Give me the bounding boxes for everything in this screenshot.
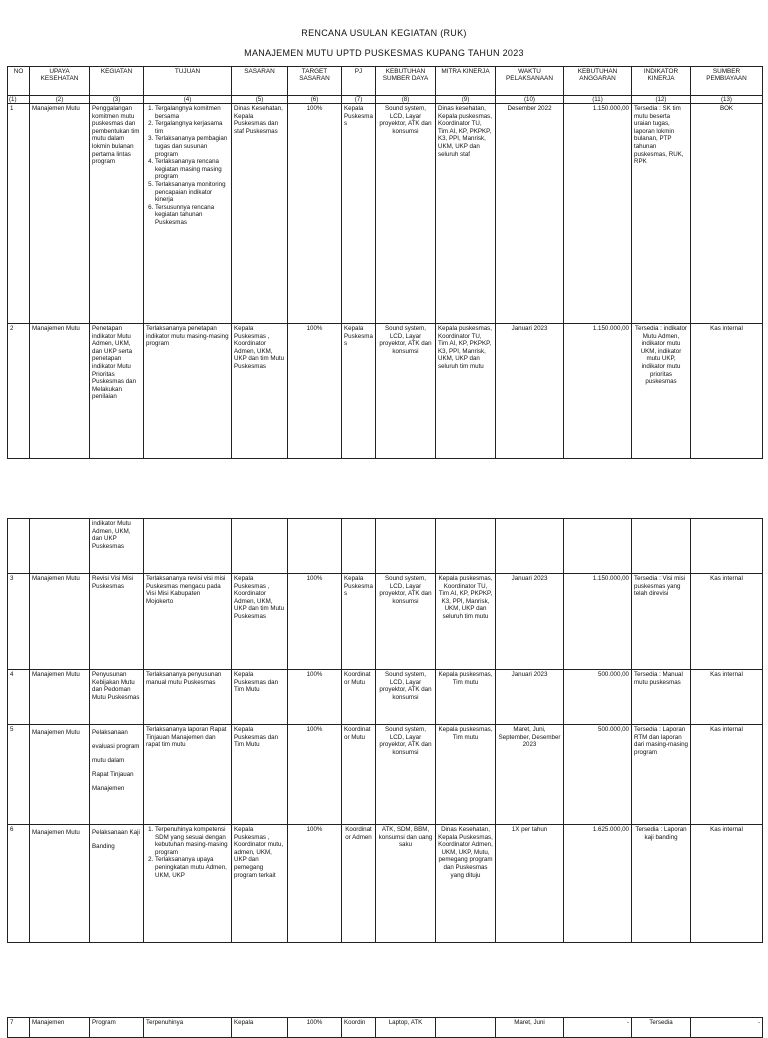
cell-upaya: Manajemen Mutu <box>30 574 90 670</box>
col-number: (11) <box>564 96 632 104</box>
col-number: (10) <box>496 96 564 104</box>
cell-sumber-daya: Sound system, LCD, Layar proyektor, ATK dan konsumsi <box>376 104 436 324</box>
cell-sumber-biaya: Kas internal <box>691 574 763 670</box>
cell-sasaran: Kepala <box>232 1018 288 1038</box>
ruk-table-page-1 <box>7 66 763 459</box>
cell-sumber-biaya: Kas internal <box>691 670 763 725</box>
doc-subtitle: MANAJEMEN MUTU UPTD PUSKESMAS KUPANG TAHUN 2023 <box>244 48 524 58</box>
tujuan-item: 1. Terpenuhinya kompetensi SDM yang sesuai dengan kebutuhan masing-masing program <box>155 826 229 856</box>
cell-target: 100% <box>288 574 342 670</box>
cell-indikator: Tersedia : Manual mutu puskesmas <box>632 670 691 725</box>
table-row <box>8 104 763 324</box>
cell-tujuan: Terlaksananya penetapan indikator mutu masing-masing program <box>144 324 232 459</box>
cell-tujuan: Terlaksananya revisi visi misi Puskesmas mengacu pada Visi Misi Kabupaten Mojokerto <box>144 574 232 670</box>
cell-no: 1 <box>8 104 30 324</box>
cell-waktu: Maret, Juni, September, Desember 2023 <box>496 725 564 825</box>
cell-upaya: Manajemen Mutu <box>30 670 90 725</box>
cell-pj: Koordinator Admen <box>342 825 376 943</box>
cell-waktu: Januari 2023 <box>496 670 564 725</box>
cell-mitra: Kepala puskesmas, Koordinator TU, Tim AI, KP, PKPKP, K3, PPI, Manrisk, UKM, UKP dan seluruh tim mutu <box>436 324 496 459</box>
ruk-table-page-2 <box>7 518 763 943</box>
cell-sasaran: Kepala Puskesmas dan Tim Mutu <box>232 725 288 825</box>
cell-waktu: Januari 2023 <box>496 574 564 670</box>
col-number: (7) <box>342 96 376 104</box>
tujuan-item: 4. Terlaksananya rencana kegiatan masing masing program <box>155 158 229 181</box>
col-number: (12) <box>632 96 691 104</box>
cell-tujuan: Terlaksananya penyusunan manual mutu Puskesmas <box>144 670 232 725</box>
cell-pj: Koordinator Mutu <box>342 725 376 825</box>
cell-target: 100% <box>288 104 342 324</box>
cell-waktu: Desember 2022 <box>496 104 564 324</box>
cell-kegiatan: Revisi Visi Misi Puskesmas <box>90 574 144 670</box>
cell-sumber-daya: Sound system, LCD, Layar proyektor, ATK dan konsumsi <box>376 725 436 825</box>
cell-tujuan <box>144 825 232 943</box>
cell-upaya: Manajemen Mutu <box>30 324 90 459</box>
col-number: (8) <box>376 96 436 104</box>
cell-sumber-daya: Sound system, LCD, Layar proyektor, ATK dan konsumsi <box>376 324 436 459</box>
cell-sasaran: Dinas Kesehatan, Kepala Puskesmas dan staf Puskesmas <box>232 104 288 324</box>
col-number: (13) <box>691 96 763 104</box>
cell-anggaran: 1.150.000,00 <box>564 104 632 324</box>
cell-upaya: Manajemen <box>30 1018 90 1038</box>
cell-sumber-biaya: Kas internal <box>691 725 763 825</box>
col-number: (1) <box>8 96 30 104</box>
cell-target: 100% <box>288 825 342 943</box>
cell-sumber-daya: Sound system, LCD, Layar proyektor, ATK dan konsumsi <box>376 574 436 670</box>
cell-target: 100% <box>288 670 342 725</box>
tujuan-item: 2. Tergalangnya kerjasama tim <box>155 120 229 135</box>
cell-waktu: 1X per tahun <box>496 825 564 943</box>
col-number: (6) <box>288 96 342 104</box>
doc-title: RENCANA USULAN KEGIATAN (RUK) <box>301 28 467 38</box>
cell-no: 6 <box>8 825 30 943</box>
cell-sumber-biaya: Kas internal <box>691 825 763 943</box>
cell-anggaran: 1.150.000,00 <box>564 574 632 670</box>
col-number: (4) <box>144 96 232 104</box>
table-row <box>8 725 763 825</box>
cell-sumber-daya: Laptop, ATK <box>376 1018 436 1038</box>
header-cell: SASARAN <box>232 67 288 96</box>
cell-upaya: Manajemen Mutu <box>30 725 90 825</box>
cell-tujuan: Terlaksananya laporan Rapat Tinjauan Manajemen dan rapat tim mutu <box>144 725 232 825</box>
header-cell: PJ <box>342 67 376 96</box>
cell-anggaran: 1.625.000,00 <box>564 825 632 943</box>
cell-upaya: Manajemen Mutu <box>30 104 90 324</box>
tujuan-item: 5. Terlaksananya monitoring pencapaian indikator kinerja <box>155 181 229 204</box>
cell-anggaran: 500.000,00 <box>564 670 632 725</box>
table-row <box>8 670 763 725</box>
col-number: (2) <box>30 96 90 104</box>
cell-waktu: Maret, Juni <box>496 1018 564 1038</box>
cell-sasaran: Kepala Puskesmas , Koordinator Admen, UKM, UKP dan tim Mutu Puskesmas <box>232 324 288 459</box>
cell-mitra: Kepala puskesmas, Koordinator TU, Tim AI, KP, PKPKP, K3, PPI, Manrisk, UKM, UKP dan seluruh tim mutu <box>436 574 496 670</box>
cell-anggaran: 500.000,00 <box>564 725 632 825</box>
cell-no: 5 <box>8 725 30 825</box>
cell-sumber-daya: Sound system, LCD, Layar proyektor, ATK dan konsumsi <box>376 670 436 725</box>
cell-tujuan <box>144 104 232 324</box>
header-cell: NO <box>8 67 30 96</box>
table-row <box>8 825 763 943</box>
header-cell: KEBUTUHAN ANGGARAN <box>564 67 632 96</box>
cell-indikator: Tersedia : indikator Mutu Admen, indikator mutu UKM, indikator mutu UKP, indikator mutu prioritas puskesmas <box>632 324 691 459</box>
cell-no: 7 <box>8 1018 30 1038</box>
cell-indikator: Tersedia : SK tim mutu beserta uraian tugas, laporan lokmin bulanan, PTP tahunan puskesmas, RUK, RPK <box>632 104 691 324</box>
cell-tujuan: Terpenuhinya <box>144 1018 232 1038</box>
column-number-row <box>8 96 763 104</box>
tujuan-item: 1. Tergalangnya komitmen bersama <box>155 105 229 120</box>
cell-sasaran: Kepala Puskesmas , Koordinator Admen, UKM, UKP dan tim Mutu Puskesmas <box>232 574 288 670</box>
cell-kegiatan: Pelaksanaan evaluasi program mutu dalam Rapat Tinjauan Manajemen <box>90 725 144 825</box>
tujuan-item: 3. Terlaksananya pembagian tugas dan susunan program <box>155 135 229 158</box>
cell-waktu: Januari 2023 <box>496 324 564 459</box>
header-cell: INDIKATOR KINERJA <box>632 67 691 96</box>
cell-mitra: Dinas kesehatan, Kepala puskesmas, Koordinator TU, Tim AI, KP, PKPKP, K3, PPI, Manrisk, UKM, UKP dan seluruh staf <box>436 104 496 324</box>
cell-pj: Koordinator Mutu <box>342 670 376 725</box>
header-cell: TARGET SASARAN <box>288 67 342 96</box>
cell-pj: Koordin <box>342 1018 376 1038</box>
cell-mitra: Kepala puskesmas, Tim mutu <box>436 725 496 825</box>
header-cell: KEBUTUHAN SUMBER DAYA <box>376 67 436 96</box>
cell-indikator: Tersedia : Laporan kaji banding <box>632 825 691 943</box>
table-row <box>8 324 763 459</box>
cell-kegiatan: Penggalangan komitmen mutu puskesmas dan pembentukan tim mutu dalam lokmin bulanan pertama lintas program <box>90 104 144 324</box>
cell-kegiatan: Penetapan indikator Mutu Admen, UKM, dan UKP serta penetapan indikator Mutu Prioritas Puskesmas dan Melakukan penilaian <box>90 324 144 459</box>
col-number: (9) <box>436 96 496 104</box>
cell-sumber-biaya: Kas internal <box>691 324 763 459</box>
cell-mitra: Kepala puskesmas, Tim mutu <box>436 670 496 725</box>
cell-pj: Kepala Puskesmas <box>342 324 376 459</box>
col-number: (3) <box>90 96 144 104</box>
cell-no: 3 <box>8 574 30 670</box>
cell-sasaran: Kepala Puskesmas dan Tim Mutu <box>232 670 288 725</box>
tujuan-item: 2. Terlaksananya upaya peningkatan mutu Admen, UKM, UKP <box>155 856 229 879</box>
cell-kegiatan: indikator Mutu Admen, UKM, dan UKP Puskesmas <box>90 519 144 574</box>
header-cell: MITRA KINERJA <box>436 67 496 96</box>
cell-target: 100% <box>288 1018 342 1038</box>
cell-sumber-daya: ATK, SDM, BBM, konsumsi dan uang saku <box>376 825 436 943</box>
cell-mitra: Dinas Kesehatan, Kepala Puskesmas, Koordinator Admen, UKM, UKP, Mutu, pemegang program dan Puskesmas yang dituju <box>436 825 496 943</box>
cell-indikator: Tersedia : Visi misi puskesmas yang telah direvisi <box>632 574 691 670</box>
header-cell: WAKTU PELAKSANAAN <box>496 67 564 96</box>
cell-kegiatan: Program <box>90 1018 144 1038</box>
cell-indikator: Tersedia : Laporan RTM dan laporan dari masing-masing program <box>632 725 691 825</box>
cell-mitra <box>436 1018 496 1038</box>
cell-anggaran: - <box>564 1018 632 1038</box>
cell-no: 2 <box>8 324 30 459</box>
cell-upaya: Manajemen Mutu <box>30 825 90 943</box>
cell-kegiatan: Penyusunan Kebijakan Mutu dan Pedoman Mutu Puskesmas <box>90 670 144 725</box>
cell-pj: Kepala Puskesmas <box>342 574 376 670</box>
cell-sumber-biaya: BOK <box>691 104 763 324</box>
cell-target: 100% <box>288 725 342 825</box>
tujuan-item: 6. Tersusunnya rencana kegiatan tahunan Puskesmas <box>155 204 229 227</box>
table-row <box>8 1018 763 1038</box>
cell-pj: Kepala Puskesmas <box>342 104 376 324</box>
cell-no: 4 <box>8 670 30 725</box>
header-cell: KEGIATAN <box>90 67 144 96</box>
header-cell: TUJUAN <box>144 67 232 96</box>
cell-target: 100% <box>288 324 342 459</box>
cell-kegiatan: Pelaksanaan Kaji Banding <box>90 825 144 943</box>
table-row-continuation <box>8 519 763 574</box>
cell-anggaran: 1.150.000,00 <box>564 324 632 459</box>
header-cell: SUMBER PEMBIAYAAN <box>691 67 763 96</box>
cell-indikator: Tersedia <box>632 1018 691 1038</box>
header-cell: UPAYA KESEHATAN <box>30 67 90 96</box>
table-row <box>8 574 763 670</box>
ruk-table-page-3 <box>7 1017 763 1038</box>
cell-sumber-biaya: - <box>691 1018 763 1038</box>
col-number: (5) <box>232 96 288 104</box>
header-row <box>8 67 763 96</box>
cell-sasaran: Kepala Puskesmas , Koordinator mutu, admen, UKM, UKP dan pemegang program terkait <box>232 825 288 943</box>
